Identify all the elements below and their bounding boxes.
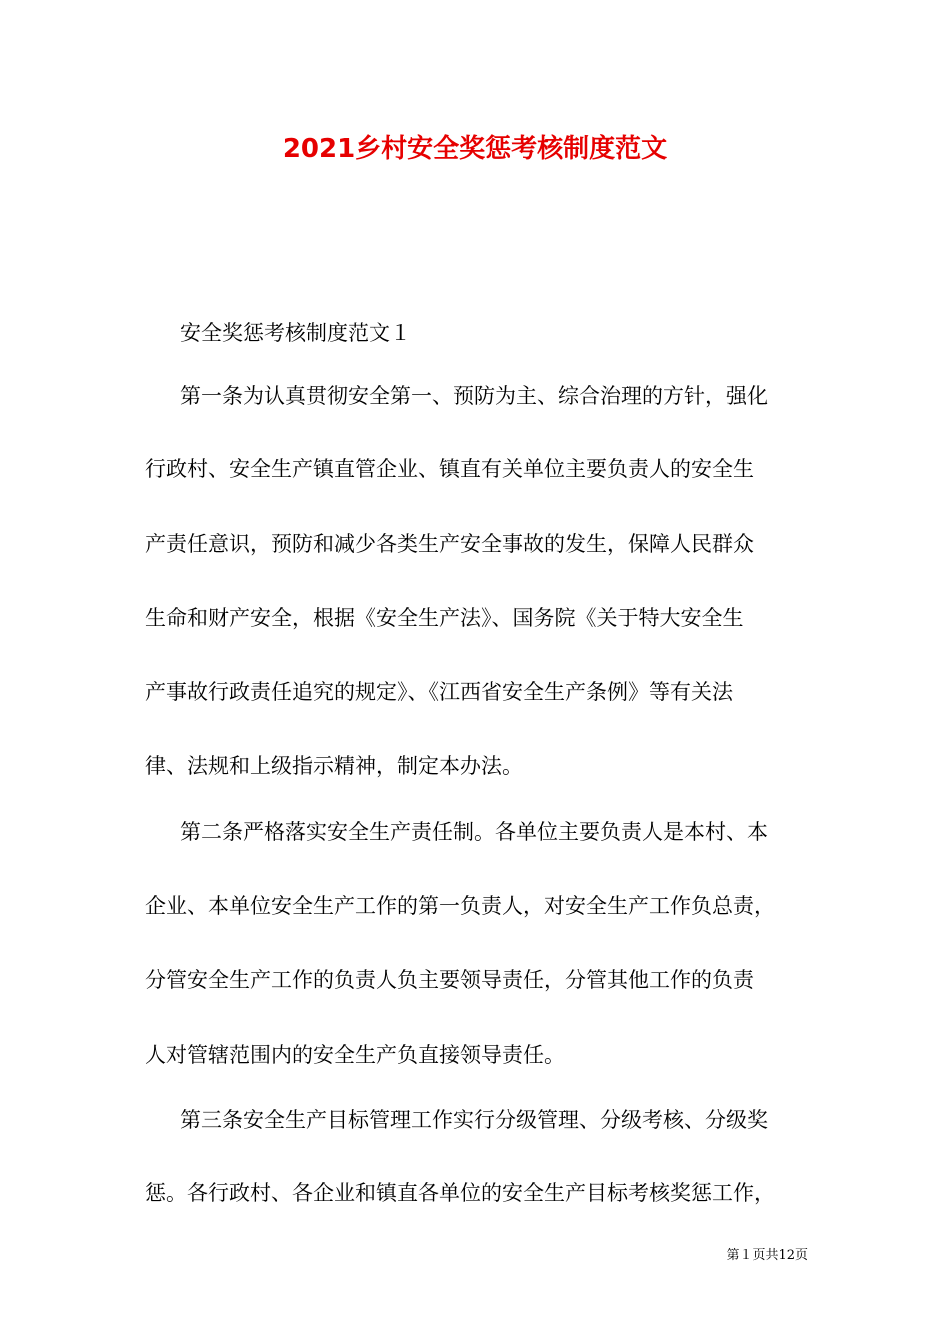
- paragraph-line: 产责任意识，预防和减少各类生产安全事故的发生，保障人民群众: [145, 532, 754, 556]
- paragraph-line: 企业、本单位安全生产工作的第一负责人，对安全生产工作负总责，: [145, 894, 775, 918]
- paragraph-line: 行政村、安全生产镇直管企业、镇直有关单位主要负责人的安全生: [145, 457, 754, 481]
- paragraph-line: 惩。各行政村、各企业和镇直各单位的安全生产目标考核奖惩工作，: [145, 1181, 775, 1205]
- paragraph-line: 人对管辖范围内的安全生产负直接领导责任。: [145, 1043, 565, 1067]
- paragraph-line: 第二条严格落实安全生产责任制。各单位主要负责人是本村、本: [180, 820, 768, 844]
- paragraph-line: 产事故行政责任追究的规定》、《江西省安全生产条例》等有关法: [145, 680, 733, 704]
- paragraph-line: 第一条为认真贯彻安全第一、预防为主、综合治理的方针，强化: [180, 384, 768, 408]
- page-number-footer: 第１页共12页: [726, 1248, 808, 1263]
- paragraph-line: 分管安全生产工作的负责人负主要领导责任，分管其他工作的负责: [145, 968, 754, 992]
- document-title: 2021乡村安全奖惩考核制度范文: [282, 134, 668, 164]
- paragraph-line: 第三条安全生产目标管理工作实行分级管理、分级考核、分级奖: [180, 1108, 768, 1132]
- paragraph-line: 生命和财产安全，根据《安全生产法》、国务院《关于特大安全生: [145, 606, 744, 630]
- paragraph-line: 律、法规和上级指示精神，制定本办法。: [145, 754, 523, 778]
- section-heading: 安全奖惩考核制度范文１: [180, 321, 411, 345]
